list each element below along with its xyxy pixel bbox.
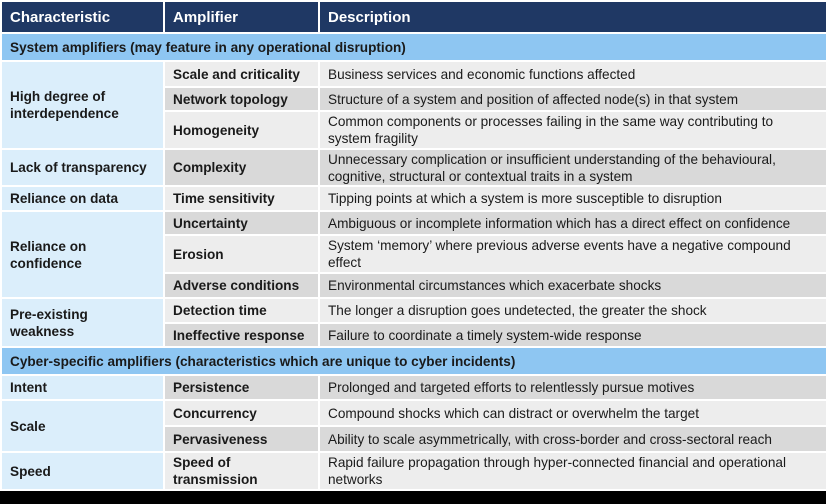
section-row-system (1, 33, 826, 61)
table-row (1, 375, 826, 400)
characteristic-cell: Lack of transparency (1, 149, 164, 186)
description-cell: Structure of a system and position of affected node(s) in that system (319, 87, 826, 111)
description-cell: Ability to scale asymmetrically, with cross-border and cross-sectoral reach (319, 426, 826, 452)
table-row (1, 61, 826, 87)
description-cell: Rapid failure propagation through hyper-connected financial and operational networks (319, 452, 826, 490)
characteristic-cell: Reliance on confidence (1, 211, 164, 298)
description-cell: Ambiguous or incomplete information which has a direct effect on confidence (319, 211, 826, 235)
section-title-cyber: Cyber-specific amplifiers (characteristics which are unique to cyber incidents) (1, 347, 826, 375)
bottom-black-bar (0, 494, 826, 504)
header-amplifier: Amplifier (164, 1, 319, 33)
description-cell: System ‘memory’ where previous adverse events have a negative compound effect (319, 235, 826, 273)
description-cell: Unnecessary complication or insufficient understanding of the behavioural, cognitive, structural or contextual traits in a system (319, 149, 826, 186)
header-description: Description (319, 1, 826, 33)
description-cell: Environmental circumstances which exacerbate shocks (319, 273, 826, 298)
table-row (1, 186, 826, 211)
amplifier-cell: Time sensitivity (164, 186, 319, 211)
section-title-system: System amplifiers (may feature in any operational disruption) (1, 33, 826, 61)
table-row (1, 400, 826, 426)
amplifier-cell: Persistence (164, 375, 319, 400)
description-cell: Tipping points at which a system is more susceptible to disruption (319, 186, 826, 211)
header-characteristic: Characteristic (1, 1, 164, 33)
description-cell: Common components or processes failing in the same way contributing to system fragility (319, 111, 826, 149)
amplifier-cell: Scale and criticality (164, 61, 319, 87)
amplifier-cell: Pervasiveness (164, 426, 319, 452)
table-row (1, 149, 826, 186)
characteristic-cell: Reliance on data (1, 186, 164, 211)
description-cell: Failure to coordinate a timely system-wide response (319, 323, 826, 347)
table-row (1, 211, 826, 235)
description-cell: Business services and economic functions affected (319, 61, 826, 87)
amplifier-cell: Adverse conditions (164, 273, 319, 298)
amplifier-cell: Detection time (164, 298, 319, 323)
characteristic-cell: Scale (1, 400, 164, 452)
amplifier-cell: Speed of transmission (164, 452, 319, 490)
characteristic-cell: Pre-existing weakness (1, 298, 164, 347)
amplifier-cell: Uncertainty (164, 211, 319, 235)
table-row (1, 298, 826, 323)
description-cell: The longer a disruption goes undetected, the greater the shock (319, 298, 826, 323)
amplifier-cell: Complexity (164, 149, 319, 186)
description-cell: Prolonged and targeted efforts to relentlessly pursue motives (319, 375, 826, 400)
amplifier-cell: Ineffective response (164, 323, 319, 347)
header-row (1, 1, 826, 33)
characteristic-cell: Intent (1, 375, 164, 400)
amplifier-cell: Homogeneity (164, 111, 319, 149)
characteristic-cell: High degree of interdependence (1, 61, 164, 149)
description-cell: Compound shocks which can distract or overwhelm the target (319, 400, 826, 426)
table-row (1, 452, 826, 490)
amplifier-cell: Concurrency (164, 400, 319, 426)
characteristic-cell: Speed (1, 452, 164, 490)
section-row-cyber (1, 347, 826, 375)
amplifier-cell: Network topology (164, 87, 319, 111)
amplifier-cell: Erosion (164, 235, 319, 273)
